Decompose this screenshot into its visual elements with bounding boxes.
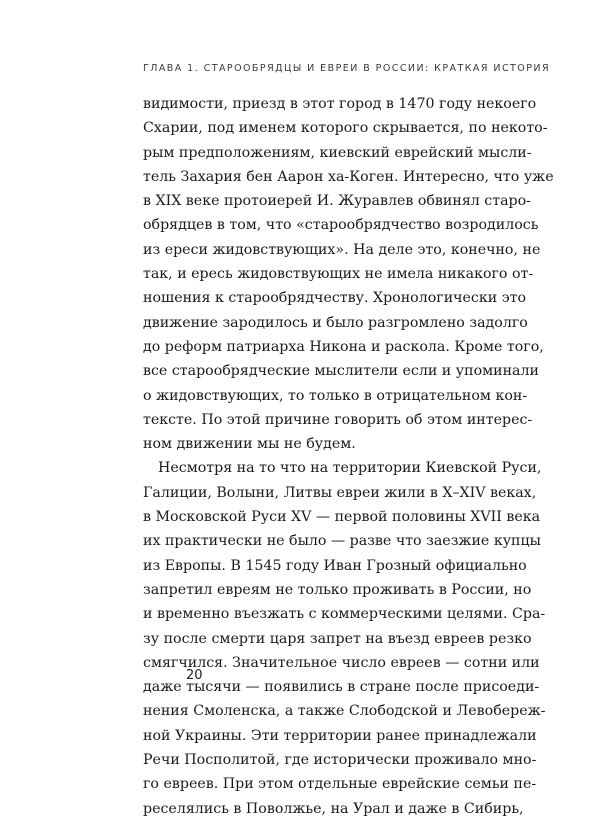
paragraph: [143, 456, 546, 820]
text-line: в Московской Руси XV — первой половины XVII века: [143, 509, 541, 526]
text-line: так, и ересь жидовствующих не имела никакого от-: [143, 266, 534, 283]
text-line: запретил евреям не только проживать в России, но: [143, 581, 532, 598]
text-line: Галиции, Волыни, Литвы евреи жили в X–XIV веках,: [143, 484, 537, 501]
text-line: до реформ патриарха Никона и раскола. Кроме того,: [143, 338, 544, 355]
text-line: ном движении мы не будем.: [143, 436, 356, 453]
text-line: движение зародилось и было разгромлено задолго: [143, 314, 528, 331]
text-line: тель Захария бен Аарон ха-Коген. Интересно, что уже: [143, 168, 554, 185]
text-line: Несмотря на то что на территории Киевской Руси,: [158, 460, 542, 477]
text-line: смягчился. Значительное число евреев — сотни или: [143, 654, 540, 671]
text-line: ношения к старообрядчеству. Хронологически это: [143, 290, 527, 307]
body-text: [143, 92, 554, 821]
paragraph: [143, 92, 554, 456]
text-line: ной Украины. Эти территории ранее принадлежали: [143, 727, 537, 744]
text-line: видимости, приезд в этот город в 1470 году некоего: [143, 96, 537, 112]
text-line: нения Смоленска, а также Слободской и Левобереж-: [143, 703, 546, 720]
page-number: 20: [186, 668, 203, 683]
text-line: зу после смерти царя запрет на въезд евреев резко: [143, 630, 532, 647]
text-line: из ереси жидовствующих». На деле это, конечно, не: [143, 241, 541, 258]
text-line: тексте. По этой причине говорить об этом интерес-: [143, 411, 533, 428]
text-line: и временно въезжать с коммерческими целями. Сра-: [143, 606, 546, 623]
text-line: все старообрядческие мыслители если и упоминали: [143, 363, 539, 380]
text-line: их практически не было — разве что заезжие купцы: [143, 533, 541, 550]
text-line: о жидовствующих, то только в отрицательном кон-: [143, 387, 528, 404]
text-line: обрядцев в том, что «старообрядчество возродилось: [143, 217, 539, 234]
running-head: ГЛАВА 1. СТАРООБРЯДЦЫ И ЕВРЕИ В РОССИИ: КРАТКАЯ ИСТОРИЯ: [143, 63, 551, 74]
text-line: в XIX веке протоиерей И. Журавлев обвинял старо-: [143, 193, 531, 210]
text-line: реселялись в Поволжье, на Урал и даже в Сибирь,: [143, 800, 524, 817]
text-line: из Европы. В 1545 году Иван Грозный официально: [143, 557, 527, 574]
text-line: рым предположениям, киевский еврейский мысли-: [143, 144, 532, 161]
text-line: го евреев. При этом отдельные еврейские семьи пе-: [143, 776, 537, 793]
text-line: Схарии, под именем которого скрывается, по некото-: [143, 120, 548, 137]
text-line: Речи Посполитой, где исторически проживало мно-: [143, 752, 537, 769]
text-line: даже тысячи — появились в стране после присоеди-: [143, 679, 540, 696]
